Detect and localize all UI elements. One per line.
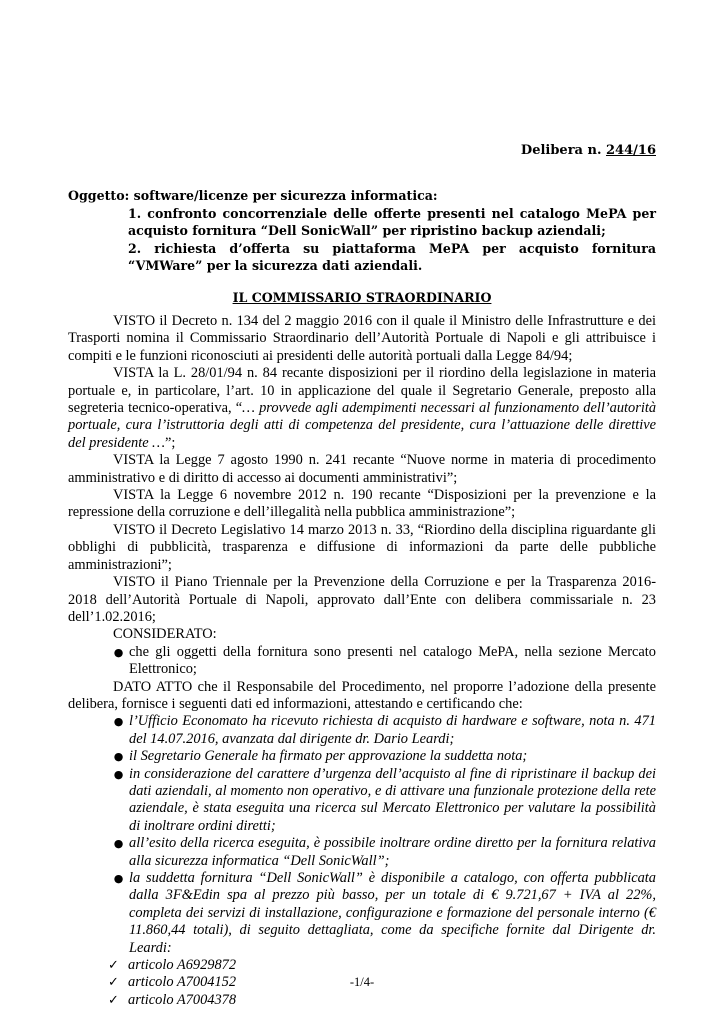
list-item	[68, 713, 656, 748]
paragraph-visto-decreto-33: VISTO il Decreto Legislativo 14 marzo 2013 n. 33, “Riordino della disciplina riguardante gli obblighi di pubblicità, trasparenza e diffusione di informazioni da parte delle pubbliche amministrazioni”;	[68, 521, 656, 573]
article-item	[68, 957, 656, 974]
delibera-number-value: 244/16	[606, 143, 656, 158]
list-item-text: la suddetta fornitura “Dell SonicWall” è disponibile a catalogo, con offerta pubblicata dalla 3F&Edin spa al prezzo più basso, per un totale di € 9.721,67 + IVA al 22%, completa dei servizi di installazione, configurazione e formazione del personale interno (€ 11.860,44 totali), di seguito dettagliata, come da specifiche fornite dal Dirigente dr. Leardi:	[129, 870, 656, 956]
bullet-icon: ●	[113, 715, 124, 729]
bullet-icon: ●	[113, 750, 124, 764]
document-body	[68, 313, 656, 1009]
paragraph-dato-atto: DATO ATTO che il Responsabile del Procedimento, nel proporre l’adozione della presente delibera, fornisce i seguenti dati ed informazioni, attestando e certificando che:	[68, 678, 656, 712]
subject-block	[68, 187, 656, 275]
list-item-text: l’Ufficio Economato ha ricevuto richiesta di acquisto di hardware e software, nota n. 471 del 14.07.2016, avanzata dal dirigente dr. Dario Leardi;	[129, 713, 656, 747]
paragraph-visto-piano: VISTO il Piano Triennale per la Prevenzione della Corruzione e per la Trasparenza 2016-2018 dell’Autorità Portuale di Napoli, approvato dall’Ente con delibera commissariale n. 23 dell’1.02.2016;	[68, 574, 656, 625]
article-item	[68, 992, 656, 1009]
subject-line: Oggetto: software/licenze per sicurezza informatica:	[68, 188, 438, 203]
list-item	[68, 748, 656, 765]
list-item-text: il Segretario Generale ha firmato per approvazione la suddetta nota;	[129, 748, 528, 765]
list-item-text: all’esito della ricerca eseguita, è possibile inoltrare ordine diretto per la fornitura relativa alla sicurezza informatica “Dell SonicWall”;	[129, 835, 656, 869]
bullet-icon: ●	[113, 645, 124, 659]
list-item	[68, 835, 656, 870]
article-text: articolo A7004152	[128, 974, 237, 991]
paragraph-text: ”;	[164, 434, 176, 451]
paragraph-vista-legge-241: VISTA la Legge 7 agosto 1990 n. 241 recante “Nuove norme in materia di procedimento amministrativo e di diritto di accesso ai documenti amministrativi”;	[68, 452, 656, 486]
subject-item-1: 1. confronto concorrenziale delle offerte presenti nel catalogo MePA per acquisto fornitura “Dell SonicWall” per ripristino backup aziendali;	[128, 205, 656, 238]
paragraph-considerato: CONSIDERATO:	[113, 626, 217, 643]
bullet-icon: ●	[113, 872, 124, 885]
list-item-text: che gli oggetti della fornitura sono presenti nel catalogo MePA, nella sezione Mercato Elettronico;	[129, 643, 656, 678]
list-item	[68, 766, 656, 836]
paragraph-text: VISTA la L. 28/01/94 n. 84 recante disposizioni per il riordino della legislazione in materia portuale e, in particolare, l’art. 10 in applicazione del quale il Segretario Generale, preposto alla segreteria tecnico-operativa, “	[68, 365, 656, 417]
article-text: articolo A6929872	[128, 957, 237, 974]
delibera-label: Delibera n.	[520, 143, 602, 158]
checkmark-icon: ✓	[108, 958, 119, 974]
quoted-text: … provvede agli adempimenti necessari al funzionamento dell’autorità portuale, cura l’istruttoria degli atti di competenza del presidente, cura l’attuazione delle direttive del presidente …	[68, 400, 657, 451]
list-item	[68, 870, 656, 957]
section-title: IL COMMISSARIO STRAORDINARIO	[232, 290, 492, 305]
list-item	[68, 644, 656, 679]
checkmark-icon: ✓	[108, 992, 119, 1008]
paragraph-vista-legge-84	[68, 365, 656, 452]
bullet-icon: ●	[113, 767, 124, 781]
delibera-number	[521, 142, 656, 159]
list-item-text: in considerazione del carattere d’urgenza dell’acquisto al fine di ripristinare il backup dei dati aziendali, al momento non operativo, e di attivare una funzionale protezione della rete aziendale, è stata eseguita una ricerca sul Mercato Elettronico per valutare la possibilità di inoltrare ordini diretti;	[129, 765, 656, 834]
checkmark-icon: ✓	[108, 975, 119, 991]
page-number: -1/4-	[349, 975, 375, 989]
paragraph-visto-decreto: VISTO il Decreto n. 134 del 2 maggio 2016 con il quale il Ministro delle Infrastrutture e dei Trasporti nomina il Commissario Straordinario dell’Autorità Portuale di Napoli e gli attribuisce i compiti e le funzioni riconosciuti ai presidenti delle autorità portuali dalla Legge 84/94;	[68, 313, 656, 364]
bullet-icon: ●	[113, 837, 124, 851]
subject-item-2: 2. richiesta d’offerta su piattaforma MePA per acquisto fornitura “VMWare” per la sicurezza dati aziendali.	[128, 240, 656, 273]
article-text: articolo A7004378	[128, 991, 237, 1008]
paragraph-vista-legge-190: VISTA la Legge 6 novembre 2012 n. 190 recante “Disposizioni per la prevenzione e la repressione della corruzione e dell’illegalità nella pubblica amministrazione”;	[68, 487, 656, 521]
